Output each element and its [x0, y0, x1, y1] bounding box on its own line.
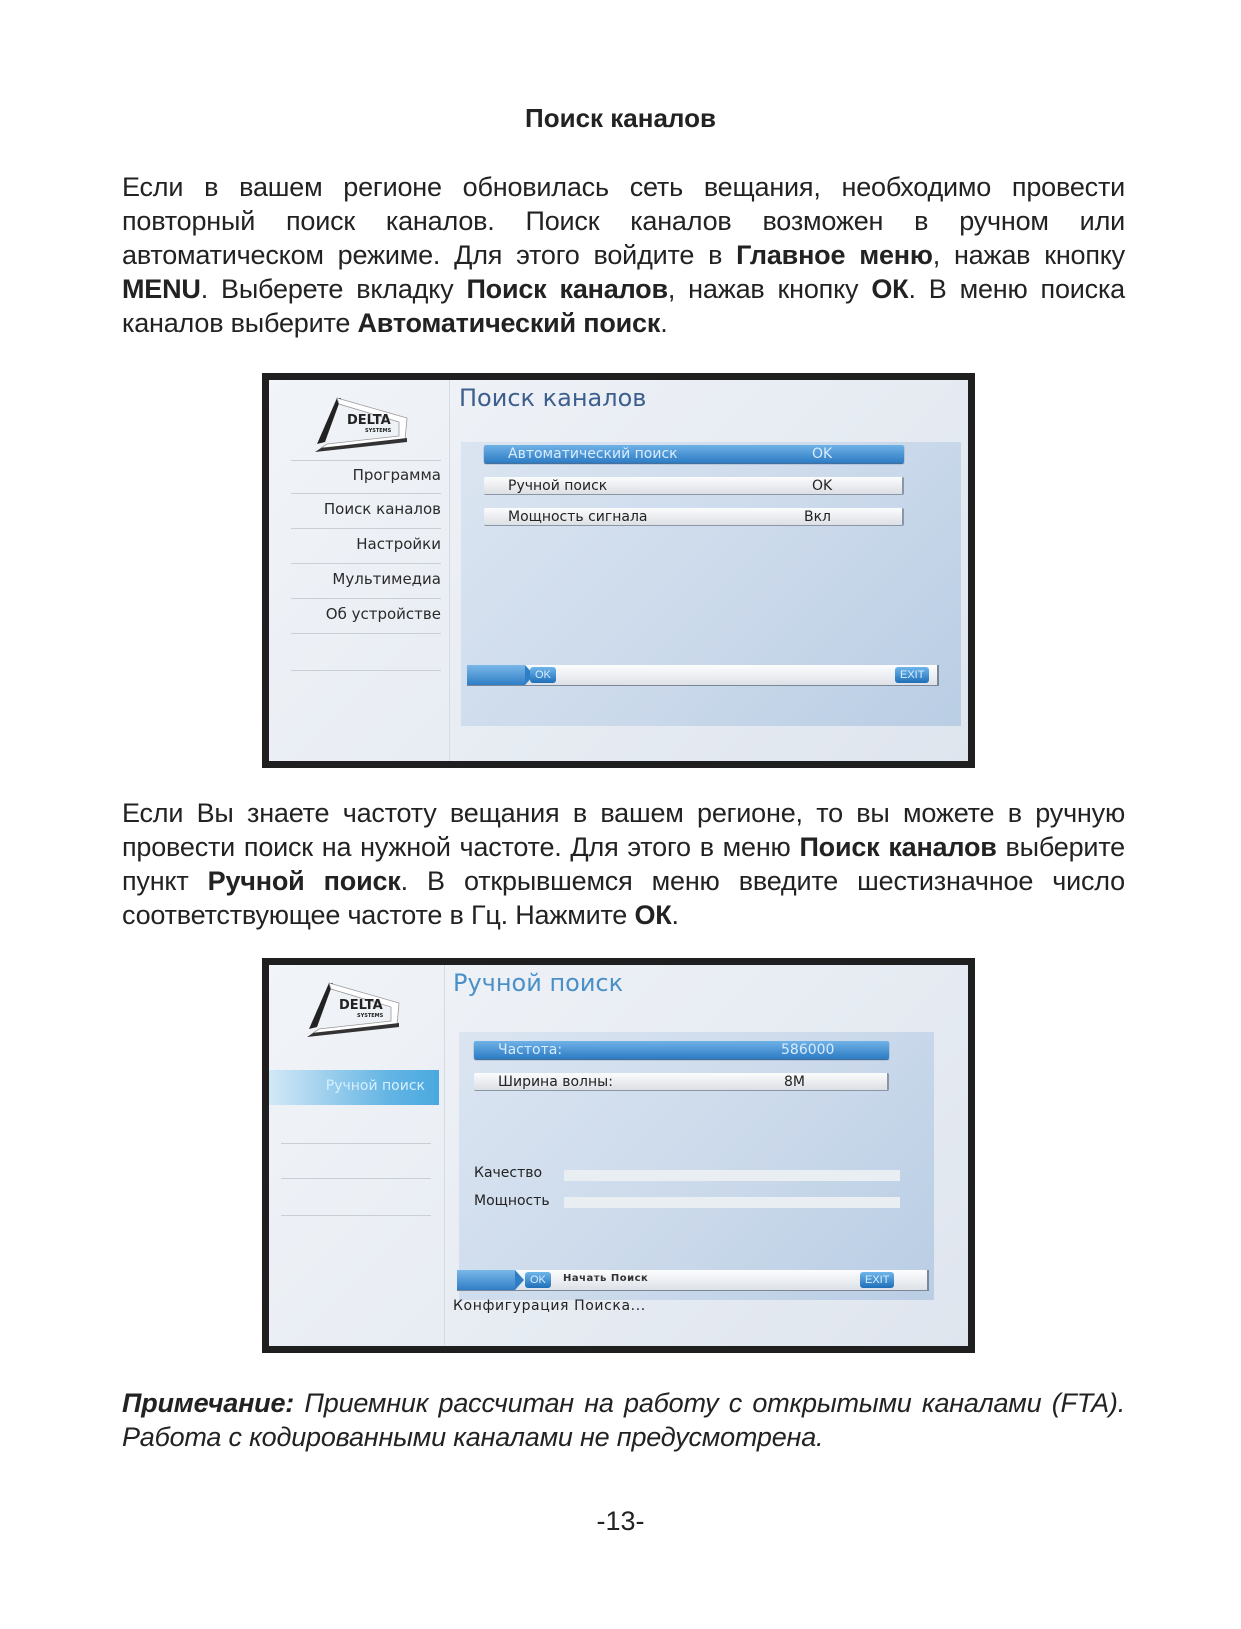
divider	[291, 493, 441, 494]
ok-button[interactable]: OK	[525, 1272, 551, 1288]
text: . Выберете вкладку	[200, 274, 467, 304]
bold-term: Поиск каналов	[466, 274, 668, 304]
bold-term: Автоматический поиск	[357, 308, 661, 338]
menu-row-signal-strength[interactable]	[484, 508, 904, 526]
note-text: Приемник рассчитан на работу с открытыми каналами (FTA). Работа с кодированными каналами не предусмотрена.	[122, 1388, 1125, 1452]
sidebar-item-settings[interactable]: Настройки	[356, 535, 441, 553]
frequency-value: 586000	[781, 1042, 835, 1058]
tv-screen	[269, 965, 968, 1346]
strength-label: Мощность	[474, 1193, 550, 1209]
row-label: Мощность сигнала	[508, 509, 648, 525]
ok-button[interactable]: OK	[530, 667, 556, 683]
svg-text:DELTA: DELTA	[347, 413, 391, 428]
manual-search-screenshot	[262, 958, 975, 1353]
channel-search-screenshot	[262, 373, 975, 768]
delta-systems-logo	[307, 392, 417, 452]
text: , нажав кнопку	[667, 274, 872, 304]
text: . В открывшемся меню введите шестизначное число соответствующее частоте в Гц. Нажмите	[122, 866, 1125, 930]
section-heading: Поиск каналов	[525, 103, 716, 133]
divider	[449, 380, 450, 761]
divider	[291, 460, 441, 461]
status-text: Конфигурация Поиска...	[453, 1298, 646, 1314]
menu-row-manual-search[interactable]	[484, 477, 904, 495]
start-search-hint: Начать Поиск	[563, 1273, 649, 1284]
text: .	[660, 308, 668, 338]
note-paragraph	[122, 1386, 1125, 1454]
exit-button[interactable]: EXIT	[860, 1272, 894, 1288]
sidebar-item-manual-search[interactable]	[269, 1070, 439, 1105]
svg-text:SYSTEMS: SYSTEMS	[357, 1013, 384, 1019]
divider	[291, 598, 441, 599]
row-label: Ширина волны:	[498, 1074, 613, 1090]
quality-label: Качество	[474, 1165, 543, 1181]
note-label: Примечание:	[122, 1388, 295, 1418]
delta-systems-logo	[299, 977, 409, 1037]
arrow-icon	[467, 665, 525, 685]
screen-title: Поиск каналов	[459, 384, 647, 412]
bandwidth-field[interactable]	[474, 1073, 889, 1091]
footer-bar	[467, 665, 939, 686]
text: выберите пункт	[122, 832, 1125, 896]
divider	[281, 1143, 431, 1144]
frequency-field[interactable]	[474, 1041, 889, 1059]
divider	[444, 965, 445, 1346]
exit-button[interactable]: EXIT	[895, 667, 929, 683]
row-label: Автоматический поиск	[508, 446, 678, 462]
text: .	[671, 900, 679, 930]
divider	[281, 1215, 431, 1216]
divider	[291, 563, 441, 564]
screen-title: Ручной поиск	[453, 969, 624, 997]
footer-bar	[457, 1270, 929, 1291]
menu-row-auto-search[interactable]	[484, 445, 904, 463]
tv-screen	[269, 380, 968, 761]
bold-term: Главное меню	[736, 240, 933, 270]
bold-term: Поиск каналов	[799, 832, 997, 862]
row-value: Вкл	[804, 509, 832, 525]
sidebar-item-multimedia[interactable]: Мультимедиа	[332, 570, 441, 588]
sidebar-item-about[interactable]: Об устройстве	[325, 605, 441, 623]
svg-text:DELTA: DELTA	[339, 998, 383, 1013]
intro-paragraph	[122, 170, 1125, 340]
bold-term: MENU	[122, 274, 201, 304]
bold-term: ОК	[634, 900, 672, 930]
row-label: Частота:	[498, 1042, 563, 1058]
divider	[291, 670, 441, 671]
row-value: OK	[812, 478, 833, 494]
strength-meter	[564, 1197, 900, 1208]
sidebar-item-channel-search[interactable]: Поиск каналов	[323, 500, 441, 518]
text: . В меню поиска каналов выберите	[122, 274, 1125, 338]
page-number: -13-	[596, 1506, 645, 1536]
svg-text:SYSTEMS: SYSTEMS	[365, 428, 392, 434]
bandwidth-value: 8M	[784, 1074, 805, 1090]
bold-term: ОК	[871, 274, 909, 304]
bold-term: Ручной поиск	[207, 866, 401, 896]
text: Если Вы знаете частоту вещания в вашем регионе, то вы можете в ручную провести поиск на нужной частоте. Для этого в меню	[122, 798, 1125, 862]
text: , нажав кнопку	[932, 240, 1125, 270]
row-value: OK	[812, 446, 833, 462]
arrow-icon	[457, 1270, 515, 1290]
text: Если в вашем регионе обновилась сеть вещания, необходимо провести повторный поиск каналов. Поиск каналов возможен в ручном или автоматическом режиме. Для этого войдите в	[122, 172, 1125, 270]
sidebar-item-label: Ручной поиск	[325, 1078, 425, 1094]
quality-meter	[564, 1170, 900, 1181]
manual-search-paragraph	[122, 796, 1125, 932]
row-label: Ручной поиск	[508, 478, 608, 494]
divider	[291, 633, 441, 634]
divider	[291, 528, 441, 529]
divider	[281, 1178, 431, 1179]
sidebar-item-program[interactable]: Программа	[352, 466, 441, 484]
